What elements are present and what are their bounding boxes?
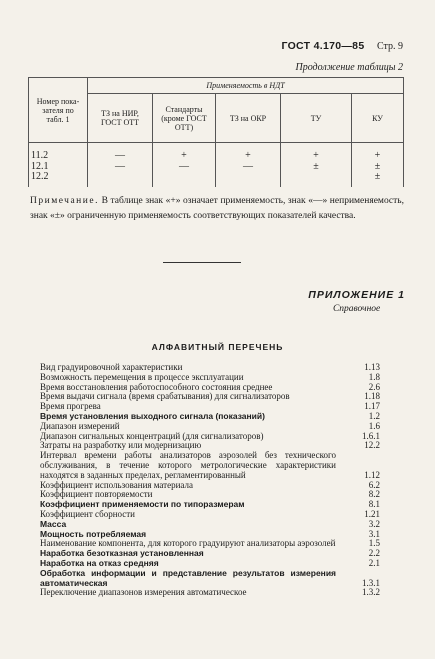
alphabetical-index xyxy=(40,362,380,598)
index-entry-text: Время прогрева xyxy=(40,401,101,412)
index-entry-text: Мощность потребляемая xyxy=(40,528,147,539)
column-header-ku: КУ xyxy=(352,94,404,143)
index-entry-number: 3.2 xyxy=(368,518,380,529)
table-row: 12.2 ± xyxy=(29,172,404,187)
index-entry-number: 1.18 xyxy=(364,391,380,402)
index-entry-number: 1.5 xyxy=(368,538,380,549)
page-header xyxy=(281,40,403,52)
index-entry-number: 3.1 xyxy=(368,528,380,539)
appendix-subtitle: Справочное xyxy=(332,304,381,314)
applicability-table xyxy=(28,77,404,187)
index-entry xyxy=(40,508,380,520)
page-number: Стр. 9 xyxy=(376,41,403,52)
index-entry-text: Затраты на разработку или модернизацию xyxy=(40,440,202,451)
index-entry-text: Диапазон сигнальных концентраций (для сигнализаторов) xyxy=(40,430,264,441)
index-entry-number: 2.2 xyxy=(368,548,380,559)
index-entry-number: 1.3.2 xyxy=(362,587,380,598)
column-header-tz-okr: ТЗ на ОКР xyxy=(216,94,281,143)
index-entry-text: Масса xyxy=(40,518,67,529)
index-entry-number: 8.2 xyxy=(368,489,380,500)
index-entry-number: 1.17 xyxy=(364,401,380,412)
appendix-heading xyxy=(308,289,405,314)
index-entry-text: Обработка информации и представление результатов измерения автоматическая xyxy=(40,567,336,588)
index-title: АЛФАВИТНЫЙ ПЕРЕЧЕНЬ xyxy=(151,342,284,352)
index-entry-text: Коэффициент применяемости по типоразмерам xyxy=(40,499,245,510)
appendix-title: ПРИЛОЖЕНИЕ 1 xyxy=(308,289,405,301)
standard-number: ГОСТ 4.170—85 xyxy=(281,40,365,52)
table-row: 11.2 — + + + + xyxy=(29,151,404,162)
index-entry-text: Время установления выходного сигнала (показаний) xyxy=(40,410,265,421)
column-header-tz-nir: ТЗ на НИР, ГОСТ ОТТ xyxy=(88,94,153,143)
note-label: Примечание. xyxy=(30,196,99,206)
index-entry-text: Наработка на отказ средняя xyxy=(40,557,159,568)
index-entry-text: Коэффициент повторяемости xyxy=(40,489,153,500)
index-entry-number: 12.2 xyxy=(364,440,380,451)
index-entry xyxy=(40,450,380,480)
index-entry-text: Время восстановления работоспособного состояния среднее xyxy=(40,381,273,392)
column-header-standards: Стандарты (кроме ГОСТ ОТТ) xyxy=(153,94,216,143)
index-entry-text: Коэффициент использования материала xyxy=(40,479,193,490)
index-entry-number: 2.6 xyxy=(368,381,380,392)
index-entry-number: 2.1 xyxy=(368,557,380,568)
index-entry-text: Диапазон измерений xyxy=(40,420,120,431)
index-entry-text: Возможность перемещения в процессе эксплуатации xyxy=(40,371,244,382)
index-entry-number: 8.1 xyxy=(368,499,380,510)
note-text: В таблице знак «+» означает применяемость, знак «—» неприменяемость, знак «±» ограниченную применяемость соответствующих показателей качества. xyxy=(30,196,405,221)
group-header-applicability: Применяемость в НДТ xyxy=(88,78,404,94)
index-entry xyxy=(40,567,380,589)
index-entry-text: Наработка безотказная установленная xyxy=(40,548,204,559)
index-entry-number: 1.13 xyxy=(364,362,380,372)
index-entry-number: 1.21 xyxy=(364,508,380,519)
table-row: 12.1 — — — ± ± xyxy=(29,162,404,173)
index-entry-text: Наименование компонента, для которого градуируют анализаторы аэрозолей xyxy=(40,538,336,549)
section-divider xyxy=(163,262,241,263)
index-entry-number: 1.12 xyxy=(364,469,380,480)
table-continuation-label: Продолжение таблицы 2 xyxy=(295,62,403,73)
index-entry-number: 1.6.1 xyxy=(362,430,380,441)
index-entry-text: Коэффициент сборности xyxy=(40,508,135,519)
index-entry-number: 1.8 xyxy=(368,371,380,382)
index-entry-number: 1.2 xyxy=(368,410,380,421)
index-entry-number: 1.3.1 xyxy=(362,577,380,588)
index-entry-text: Вид градуировочной характеристики xyxy=(40,362,183,372)
index-entry-text: Переключение диапазонов измерения автоматическое xyxy=(40,587,247,598)
index-entry-text: Время выдачи сигнала (время срабатывания) для сигнализаторов xyxy=(40,391,290,402)
index-entry xyxy=(40,587,380,598)
column-header-indicator-number: Номер пока- зателя по табл. 1 xyxy=(29,78,88,143)
column-header-tu: ТУ xyxy=(281,94,352,143)
index-entry-number: 1.6 xyxy=(368,420,380,431)
index-entry-text: Интервал времени работы анализаторов аэрозолей без технического обслуживания, в течение которого метрологические характеристики находятся в заданных пределах, регламентированный xyxy=(40,450,336,480)
index-entry-number: 6.2 xyxy=(368,479,380,490)
table-note xyxy=(30,194,404,223)
